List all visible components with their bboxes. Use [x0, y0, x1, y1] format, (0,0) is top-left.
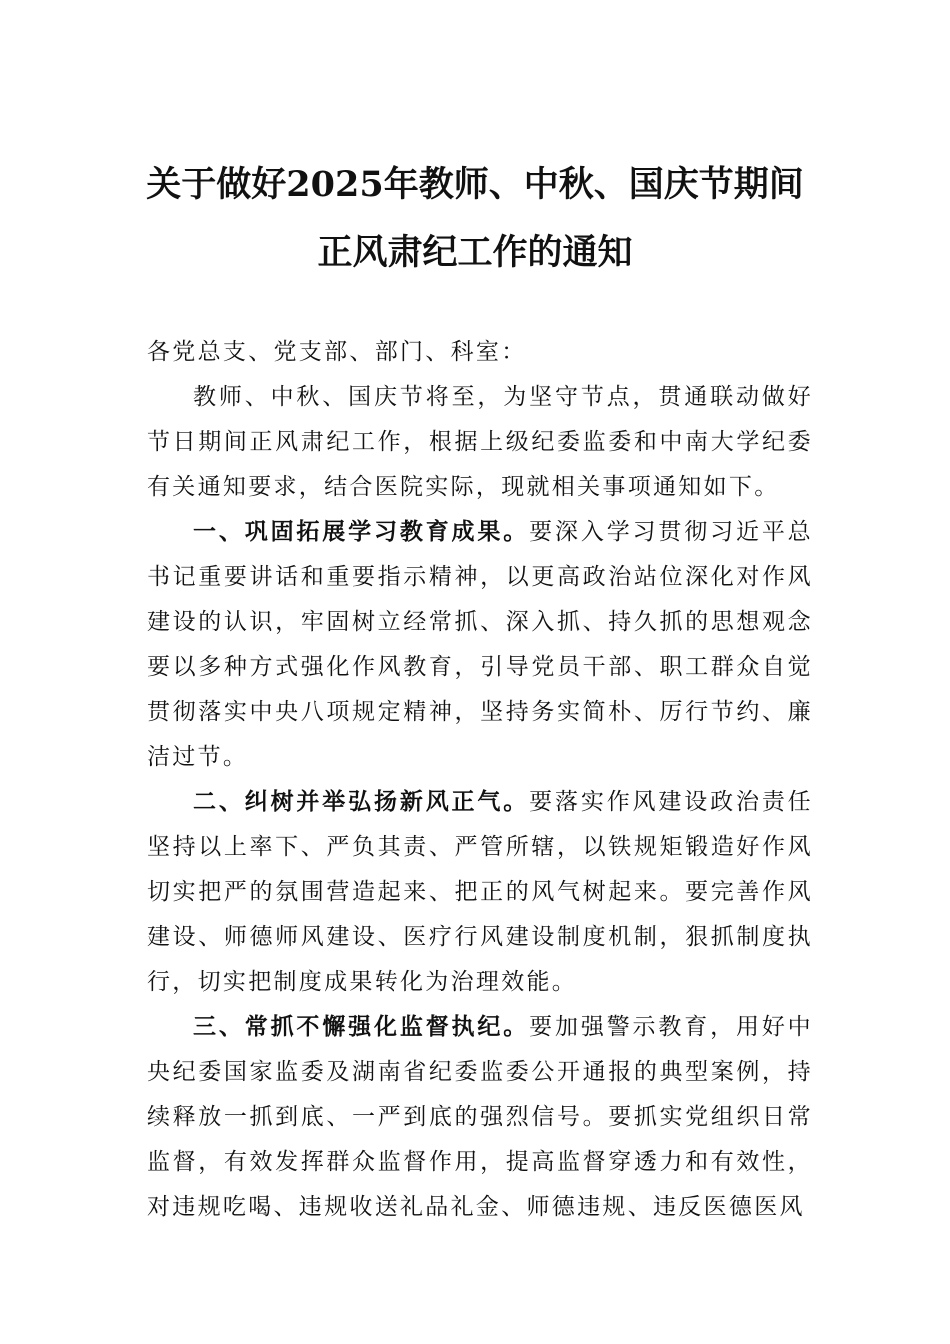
document-title-line-2: 正风肃纪工作的通知 — [317, 232, 633, 273]
section-heading-1: 一、巩固拓展学习教育成果。 — [193, 519, 530, 545]
salutation: 各党总支、党支部、部门、科室： — [147, 339, 527, 365]
intro-paragraph: 教师、中秋、国庆节将至，为坚守节点，贯通联动做好节日期间正风肃纪工作，根据上级纪委监委和中南大学纪委有关通知要求，结合医院实际，现就相关事项通知如下。 — [147, 384, 813, 500]
document-body — [147, 330, 813, 1230]
section-text-3: 要加强警示教育，用好中央纪委国家监委及湖南省纪委监委公开通报的典型案例，持续释放一抓到底、一严到底的强烈信号。要抓实党组织日常监督，有效发挥群众监督作用，提高监督穿透力和有效性，对违规吃喝、违规收送礼品礼金、师德违规、违反医德医风 — [147, 1014, 813, 1220]
section-text-2: 要落实作风建设政治责任坚持以上率下、严负其责、严管所辖，以铁规矩锻造好作风切实把严的氛围营造起来、把正的风气树起来。要完善作风建设、师德师风建设、医疗行风建设制度机制，狠抓制度执行，切实把制度成果转化为治理效能。 — [147, 789, 813, 995]
section-text-1: 要深入学习贯彻习近平总书记重要讲话和重要指示精神，以更高政治站位深化对作风建设的认识，牢固树立经常抓、深入抓、持久抓的思想观念要以多种方式强化作风教育，引导党员干部、职工群众自觉贯彻落实中央八项规定精神，坚持务实简朴、厉行节约、廉洁过节。 — [147, 519, 813, 770]
section-heading-3: 三、常抓不懈强化监督执纪。 — [193, 1014, 530, 1040]
section-paragraph-1 — [147, 510, 813, 780]
section-paragraph-3 — [147, 1005, 813, 1230]
document-title-line-1: 关于做好2025年教师、中秋、国庆节期间 — [146, 164, 804, 205]
section-heading-2: 二、纠树并举弘扬新风正气。 — [193, 789, 530, 815]
section-paragraph-2 — [147, 780, 813, 1005]
